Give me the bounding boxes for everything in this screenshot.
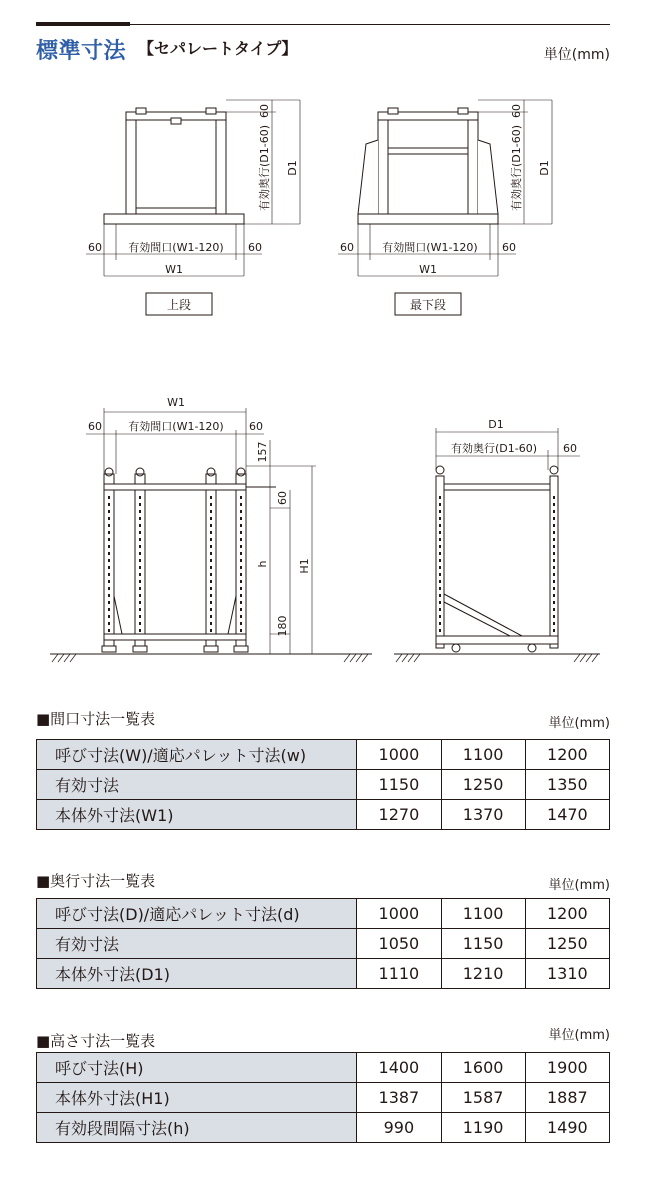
post-hole [210,524,212,527]
post-hole [108,587,110,590]
page-subtitle: 【セパレートタイプ】 [138,39,298,58]
row-value: 1250 [441,770,525,800]
row-label: 有効段間隔寸法(h) [37,1113,357,1143]
unit-label: 単位(mm) [543,47,610,63]
post-hole [240,531,242,534]
table-unit-width: 単位(mm) [548,716,610,731]
post-hole [139,510,141,513]
post-hole [139,622,141,625]
dim-width-inner-upper: 有効間口(W1-120) [128,241,224,254]
post-hole [439,629,441,632]
post-hole [210,510,212,513]
row-value: 1900 [525,1053,609,1083]
post-hole [210,629,212,632]
row-value: 1310 [525,959,609,989]
post-hole [240,559,242,562]
post-hole [139,573,141,576]
table-row [37,1113,610,1143]
row-value: 1100 [441,899,525,929]
post-hole [139,587,141,590]
dim-width-inner-front: 有効間口(W1-120) [128,420,224,433]
row-value: 1470 [525,800,609,830]
post-hole [139,629,141,632]
post-hole [240,524,242,527]
post-hole [210,601,212,604]
post-hole [553,503,555,506]
dim-depth-inner-lowest: 有効奥行(D1-60) [510,124,523,212]
dim-depth-side: D1 [488,418,504,431]
post-hole [240,517,242,520]
row-value: 1210 [441,959,525,989]
post-hole [553,629,555,632]
post-hole [240,545,242,548]
post-holes [108,496,555,632]
post-hole [139,545,141,548]
dim-depth-upper: D1 [286,160,299,176]
post-hole [108,622,110,625]
dim-left-lowest: 60 [340,241,354,254]
table-title-width: ■間口寸法一覧表 [36,710,156,728]
row-label: 呼び寸法(W)/適応パレット寸法(w) [37,740,357,770]
table-unit-height: 単位(mm) [548,1028,610,1043]
caption-lowest: 最下段 [409,298,447,312]
post-hole [139,517,141,520]
table-row [37,770,610,800]
post-hole [553,545,555,548]
post-hole [439,580,441,583]
dim-H1: H1 [298,558,311,574]
post-hole [210,594,212,597]
dim-width-lowest: W1 [419,263,437,276]
post-hole [240,496,242,499]
post-hole [139,566,141,569]
row-value: 1270 [357,800,441,830]
table-title-height: ■高さ寸法一覧表 [36,1032,156,1050]
row-value: 1000 [357,740,441,770]
dim-left-front: 60 [88,420,102,433]
row-label: 有効寸法 [37,770,357,800]
post-hole [139,524,141,527]
dim-60-top-lowest: 60 [510,104,523,118]
post-hole [108,573,110,576]
post-hole [108,510,110,513]
post-hole [108,629,110,632]
post-hole [139,538,141,541]
row-value: 1387 [357,1083,441,1113]
dim-depth-inner-upper: 有効奥行(D1-60) [258,124,271,212]
post-hole [108,496,110,499]
post-hole [240,538,242,541]
post-hole [439,559,441,562]
post-hole [108,559,110,562]
post-hole [439,538,441,541]
post-hole [240,573,242,576]
post-hole [439,601,441,604]
row-label: 呼び寸法(H) [37,1053,357,1083]
post-hole [553,573,555,576]
dim-width-front: W1 [167,396,185,409]
row-label: 有効寸法 [37,929,357,959]
post-hole [240,608,242,611]
post-hole [210,608,212,611]
dim-60-front: 60 [276,491,289,505]
post-hole [553,531,555,534]
row-value: 1587 [441,1083,525,1113]
post-hole [210,496,212,499]
post-hole [108,608,110,611]
row-label: 本体外寸法(H1) [37,1083,357,1113]
table-row [37,800,610,830]
post-hole [553,552,555,555]
post-hole [553,524,555,527]
post-hole [439,524,441,527]
post-hole [139,503,141,506]
post-hole [553,510,555,513]
post-hole [240,566,242,569]
post-hole [108,545,110,548]
post-hole [210,517,212,520]
row-label: 本体外寸法(D1) [37,959,357,989]
post-hole [240,594,242,597]
table-row [37,899,610,929]
caption-upper: 上段 [166,298,192,312]
post-hole [139,531,141,534]
post-hole [108,531,110,534]
post-hole [439,503,441,506]
row-value: 1490 [525,1113,609,1143]
post-hole [240,587,242,590]
post-hole [553,517,555,520]
dim-h: h [256,560,269,568]
post-hole [210,587,212,590]
dim-180: 180 [276,615,289,637]
post-hole [439,587,441,590]
width-dimension-table [36,739,610,830]
post-hole [210,552,212,555]
row-value: 1200 [525,899,609,929]
row-label: 呼び寸法(D)/適応パレット寸法(d) [37,899,357,929]
table-unit-depth: 単位(mm) [548,878,610,893]
post-hole [439,545,441,548]
table-row [37,929,610,959]
height-dimension-table [36,1052,610,1143]
post-hole [210,566,212,569]
post-hole [139,580,141,583]
post-hole [108,580,110,583]
table-row [37,740,610,770]
post-hole [210,545,212,548]
row-value: 1110 [357,959,441,989]
post-hole [439,517,441,520]
post-hole [139,552,141,555]
dim-left-upper: 60 [88,241,102,254]
table-row [37,1083,610,1113]
post-hole [139,615,141,618]
table-row [37,1053,610,1083]
row-value: 1600 [441,1053,525,1083]
row-value: 990 [357,1113,441,1143]
post-hole [139,601,141,604]
post-hole [108,517,110,520]
post-hole [108,566,110,569]
row-value: 1400 [357,1053,441,1083]
row-value: 1370 [441,800,525,830]
post-hole [210,573,212,576]
post-hole [240,503,242,506]
post-hole [553,622,555,625]
post-hole [553,566,555,569]
post-hole [210,615,212,618]
side-elevation [394,428,600,662]
post-hole [210,531,212,534]
post-hole [439,608,441,611]
post-hole [108,538,110,541]
post-hole [139,594,141,597]
post-hole [553,496,555,499]
post-hole [108,601,110,604]
post-hole [553,587,555,590]
row-value: 1000 [357,899,441,929]
post-hole [439,552,441,555]
post-hole [210,580,212,583]
dim-right-upper: 60 [248,241,262,254]
post-hole [439,622,441,625]
post-hole [439,531,441,534]
post-hole [240,615,242,618]
post-hole [553,580,555,583]
post-hole [108,524,110,527]
dim-157: 157 [256,441,269,463]
post-hole [553,615,555,618]
table-row [37,959,610,989]
post-hole [210,538,212,541]
row-value: 1190 [441,1113,525,1143]
post-hole [439,566,441,569]
post-hole [439,510,441,513]
row-value: 1887 [525,1083,609,1113]
page-title: 標準寸法 [36,39,127,64]
dim-depth-inner-side: 有効奥行(D1-60) [450,442,538,455]
dim-60-side: 60 [563,442,577,455]
table-title-depth: ■奥行寸法一覧表 [36,872,156,890]
post-hole [553,538,555,541]
post-hole [240,601,242,604]
post-hole [139,559,141,562]
row-value: 1100 [441,740,525,770]
post-hole [108,503,110,506]
post-hole [210,622,212,625]
post-hole [139,608,141,611]
row-value: 1150 [357,770,441,800]
post-hole [210,503,212,506]
row-value: 1250 [525,929,609,959]
post-hole [240,510,242,513]
row-value: 1050 [357,929,441,959]
post-hole [108,552,110,555]
post-hole [139,496,141,499]
post-hole [210,559,212,562]
post-hole [439,615,441,618]
row-value: 1350 [525,770,609,800]
post-hole [108,615,110,618]
dim-width-inner-lowest: 有効間口(W1-120) [382,241,478,254]
post-hole [439,496,441,499]
post-hole [108,594,110,597]
post-hole [439,594,441,597]
post-hole [553,594,555,597]
post-hole [240,552,242,555]
post-hole [553,608,555,611]
dim-depth-lowest: D1 [538,160,551,176]
row-value: 1150 [441,929,525,959]
dim-right-front: 60 [249,420,263,433]
post-hole [240,622,242,625]
depth-dimension-table [36,898,610,989]
dim-60-top-upper: 60 [258,104,271,118]
post-hole [240,580,242,583]
post-hole [240,629,242,632]
dim-right-lowest: 60 [502,241,516,254]
post-hole [553,601,555,604]
post-hole [439,573,441,576]
post-hole [553,559,555,562]
row-value: 1200 [525,740,609,770]
row-label: 本体外寸法(W1) [37,800,357,830]
dim-width-upper: W1 [165,263,183,276]
